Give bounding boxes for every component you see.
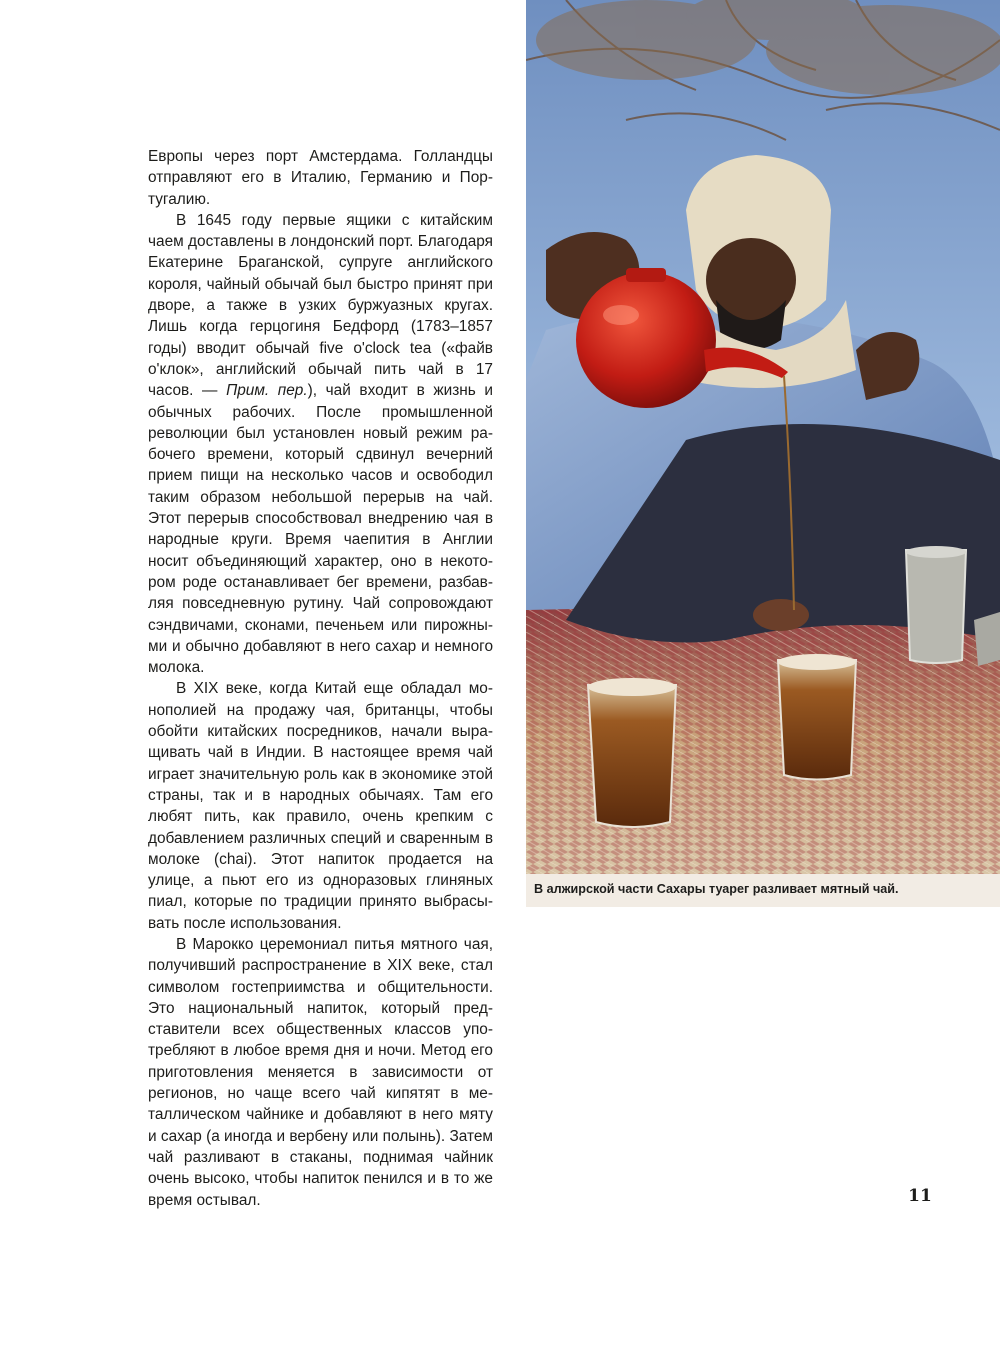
paragraph-2-rest: ), чай входит в жизнь и обычных рабочих. После промышленной революции был установлен новый режим рабочего времени, который сдвинул вечерний прием пищи на несколько часов и освободил таким образом небольшой перерыв на чай. Этот перерыв способствовал внедрению чая в народные круги. Время чаепития в Англии носит объединяющий характер, оно в некотором роде останавливает бег времени, разбавляя повседневную рутину. Чай сопровождают сэндвичами, сконами, печеньем или пирожными и обычно добавляют в него сахар и немного молока. xyxy=(148,382,494,677)
paragraph-1: Европы через порт Амстердама. Голландцы отправляют его в Италию, Германию и Португалию. xyxy=(148,148,493,208)
page-number: 11 xyxy=(908,1186,932,1206)
translator-note: Прим. пер. xyxy=(226,382,308,400)
tuareg-tea-photo xyxy=(526,0,1000,874)
paragraph-3: В XIX веке, когда Китай еще обладал монополией на продажу чая, британцы, чтобы обойти китайских посредников, начали выращивать чай в Индии. В настоящее время чай играет значительную роль как в экономике этой страны, так и в народных обычаях. Там его любят пить, как правило, очень крепким с добавлением различных специй и сваренным в молоке (chai). Этот напиток продается на улице, а пьют его из одноразовых глиняных пиал, которые по традиции принято выбрасывать после использования. xyxy=(148,680,493,932)
paragraph-2 xyxy=(148,210,493,679)
photo-caption: В алжирской части Сахары туарег разливает мятный чай. xyxy=(534,882,899,896)
paragraph-2-start: В 1645 году первые ящики с китайским чаем доставлены в лондонский порт. Благодаря Екатерине Браганской, супруге английского короля, чайный обычай был быстро принят при дворе, а также в узких буржуазных кругах. Лишь когда герцогиня Бедфорд (1783–1857 годы) вводит обычай five o'clock tea («файв о'клок», английский обычай пить чай в 17 часов. — xyxy=(148,211,493,400)
caption-bar xyxy=(526,874,1000,907)
main-text-column xyxy=(148,146,493,1211)
paragraph-4: В Марокко церемониал питья мятного чая, получивший распространение в XIX веке, стал символом гостеприимства и общительности. Это национальный напиток, который представители всех общественных классов употребляют в любое время дня и ночи. Метод его приготовления меняется в зависимости от регионов, но чаще всего чай кипятят в металлическом чайнике и добавляют в него мяту и сахар (а иногда и вербену или полынь). Затем чай разливают в стаканы, поднимая чайник очень высоко, чтобы напиток пенился и в то же время остывал. xyxy=(148,935,493,1209)
